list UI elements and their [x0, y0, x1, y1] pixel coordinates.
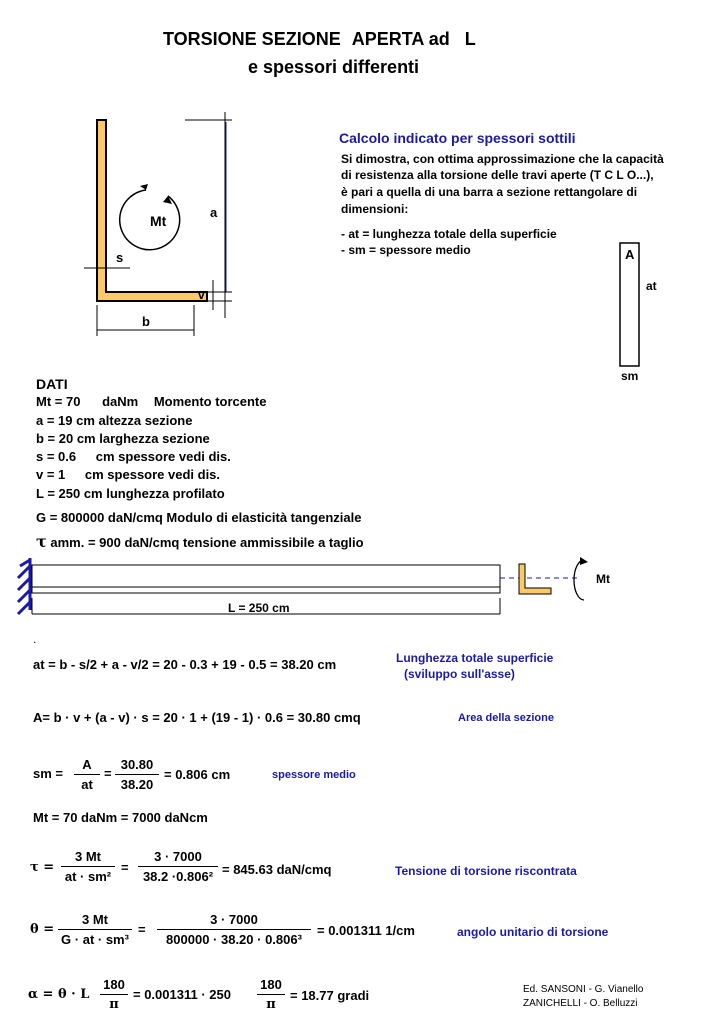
calc-theta-f2-den: 800000 · 38.20 · 0.806³ [166, 932, 302, 947]
dati-tau [36, 532, 364, 551]
title-part1: TORSIONE SEZIONE [163, 29, 341, 49]
calc-sm-result: = 0.806 cm [164, 767, 231, 782]
intro-line4: dimensioni: [341, 202, 409, 216]
dati-v-desc: cm spessore vedi dis. [84, 467, 221, 482]
calc-alpha-fraction2 [257, 977, 285, 1012]
figure-label-mt: Mt [150, 213, 167, 229]
calc-theta-eq: = [138, 922, 146, 937]
calc-theta-lhs-text: θ = [30, 922, 55, 937]
calc-sm-eq: = [104, 766, 112, 781]
dati-s-lhs: s = 0.6 [36, 449, 77, 464]
figure-label-b: b [142, 314, 150, 329]
calc-theta-f1-num: 3 Mt [82, 912, 108, 927]
beam-hatch [18, 560, 30, 614]
dati-tau-symbol: τ [36, 532, 47, 551]
calc-tau-note: Tensione di torsione riscontrata [395, 864, 577, 878]
calc-theta-lhs [30, 921, 54, 937]
calc-alpha-fraction1 [100, 977, 128, 1012]
calc-sm-lhs: sm = [33, 766, 63, 781]
calc-tau-result: = 845.63 daN/cmq [222, 862, 332, 877]
calc-alpha-f2-den: π [266, 997, 276, 1012]
beam-mt-arrow [574, 560, 584, 600]
dati-mt [36, 394, 266, 409]
calc-alpha-f2-num: 180 [260, 977, 282, 992]
intro-line3: è pari a quella di una barra a sezione rettangolare di [341, 185, 638, 199]
calc-at-note2: (sviluppo sull'asse) [404, 667, 515, 681]
calc-at-note1: Lunghezza totale superficie [396, 651, 554, 665]
calc-tau-fraction2 [138, 849, 218, 884]
dati-mt-unit: daNm [102, 394, 139, 409]
calc-alpha-mid: = 0.001311 · 250 [133, 987, 231, 1002]
beam-length-label: L = 250 cm [228, 601, 290, 615]
calc-alpha-lhs-text: α = θ · L [28, 987, 90, 1002]
calc-alpha-f1-num: 180 [103, 977, 125, 992]
calc-sm-fraction1 [74, 757, 100, 792]
calc-sm-f1-num: A [82, 757, 92, 772]
calc-alpha-lhs [28, 986, 89, 1002]
figure-label-a: a [210, 205, 218, 220]
calc-sm-fraction2 [115, 757, 159, 792]
calc-tau-eq: = [121, 860, 129, 875]
dati-L: L = 250 cm lunghezza profilato [36, 486, 225, 501]
calc-alpha-f1-den: π [109, 997, 119, 1012]
figure-label-s: s [116, 250, 124, 265]
title-line1 [163, 29, 476, 50]
calc-mt-line: Mt = 70 daNm = 7000 daNcm [33, 810, 208, 825]
calc-theta-fraction1 [58, 912, 132, 947]
calc-area-note: Area della sezione [458, 712, 554, 724]
calc-sm-note: spessore medio [272, 769, 356, 781]
calc-area-equation: A= b · v + (a - v) · s = 20 · 1 + (19 - 1) · 0.6 = 30.80 cmq [33, 710, 361, 725]
calc-tau-fraction1 [61, 849, 115, 884]
title-part2: APERTA ad [351, 29, 450, 49]
calc-tau-f2-num: 3 · 7000 [154, 849, 202, 864]
calc-theta-f2-num: 3 · 7000 [210, 912, 258, 927]
dati-b: b = 20 cm larghezza sezione [36, 431, 210, 446]
calc-at-equation: at = b - s/2 + a - v/2 = 20 - 0.3 + 19 - 0.5 = 38.20 cm [33, 657, 337, 672]
dati-a: a = 19 cm altezza sezione [36, 413, 193, 428]
calc-theta-note: angolo unitario di torsione [457, 925, 609, 939]
beam-mt-label: Mt [596, 572, 610, 586]
calc-theta-result: = 0.001311 1/cm [317, 923, 415, 938]
dati-s [36, 449, 231, 464]
calc-tau-lhs-text: τ = [30, 860, 55, 875]
credits-line1: Ed. SANSONI - G. Vianello [523, 984, 644, 995]
dati-tau-text: amm. = 900 daN/cmq tensione ammissibile a taglio [46, 535, 364, 550]
dati-mt-lhs: Mt = 70 [36, 394, 81, 409]
rect-label-A: A [625, 247, 635, 262]
calc-theta-fraction2 [157, 912, 311, 947]
intro-line1: Si dimostra, con ottima approssimazione che la capacità [341, 152, 664, 166]
calc-tau-f2-den: 38.2 ·0.806² [142, 869, 214, 884]
l-section-shape [97, 120, 207, 301]
calc-dot: . [33, 632, 37, 646]
calc-sm-f1-den: at [81, 777, 93, 792]
calc-sm-f2-num: 30.80 [120, 757, 154, 772]
rect-label-sm: sm [621, 369, 639, 383]
calc-tau-lhs [30, 859, 54, 875]
dati-G: G = 800000 daN/cmq Modulo di elasticità tangenziale [36, 510, 362, 525]
title-part3: L [464, 29, 476, 49]
dati-v [36, 467, 220, 482]
title-line2: e spessori differenti [248, 57, 420, 77]
beam-body [32, 565, 500, 593]
intro-bullet2: - sm = spessore medio [341, 243, 471, 257]
intro-bullet1: - at = lunghezza totale della superficie [341, 227, 557, 241]
figure-label-v: v [198, 288, 205, 302]
beam-l-section [519, 564, 551, 594]
dati-heading: DATI [36, 376, 68, 392]
dati-s-desc: cm spessore vedi dis. [95, 449, 231, 464]
intro-line2: di resistenza alla torsione delle travi aperte (T C L O...), [341, 168, 654, 182]
intro-heading: Calcolo indicato per spessori sottili [339, 130, 576, 146]
dati-v-lhs: v = 1 [36, 467, 66, 482]
rect-label-at: at [646, 279, 657, 293]
calc-tau-f1-den: at · sm² [64, 869, 112, 884]
calc-sm-f2-den: 38.20 [120, 777, 154, 792]
calc-alpha-result: = 18.77 gradi [290, 988, 370, 1003]
calc-theta-f1-den: G · at · sm³ [61, 932, 129, 947]
credits-line2: ZANICHELLI - O. Belluzzi [523, 998, 638, 1009]
dati-mt-desc: Momento torcente [153, 394, 267, 409]
calc-tau-f1-num: 3 Mt [75, 849, 101, 864]
